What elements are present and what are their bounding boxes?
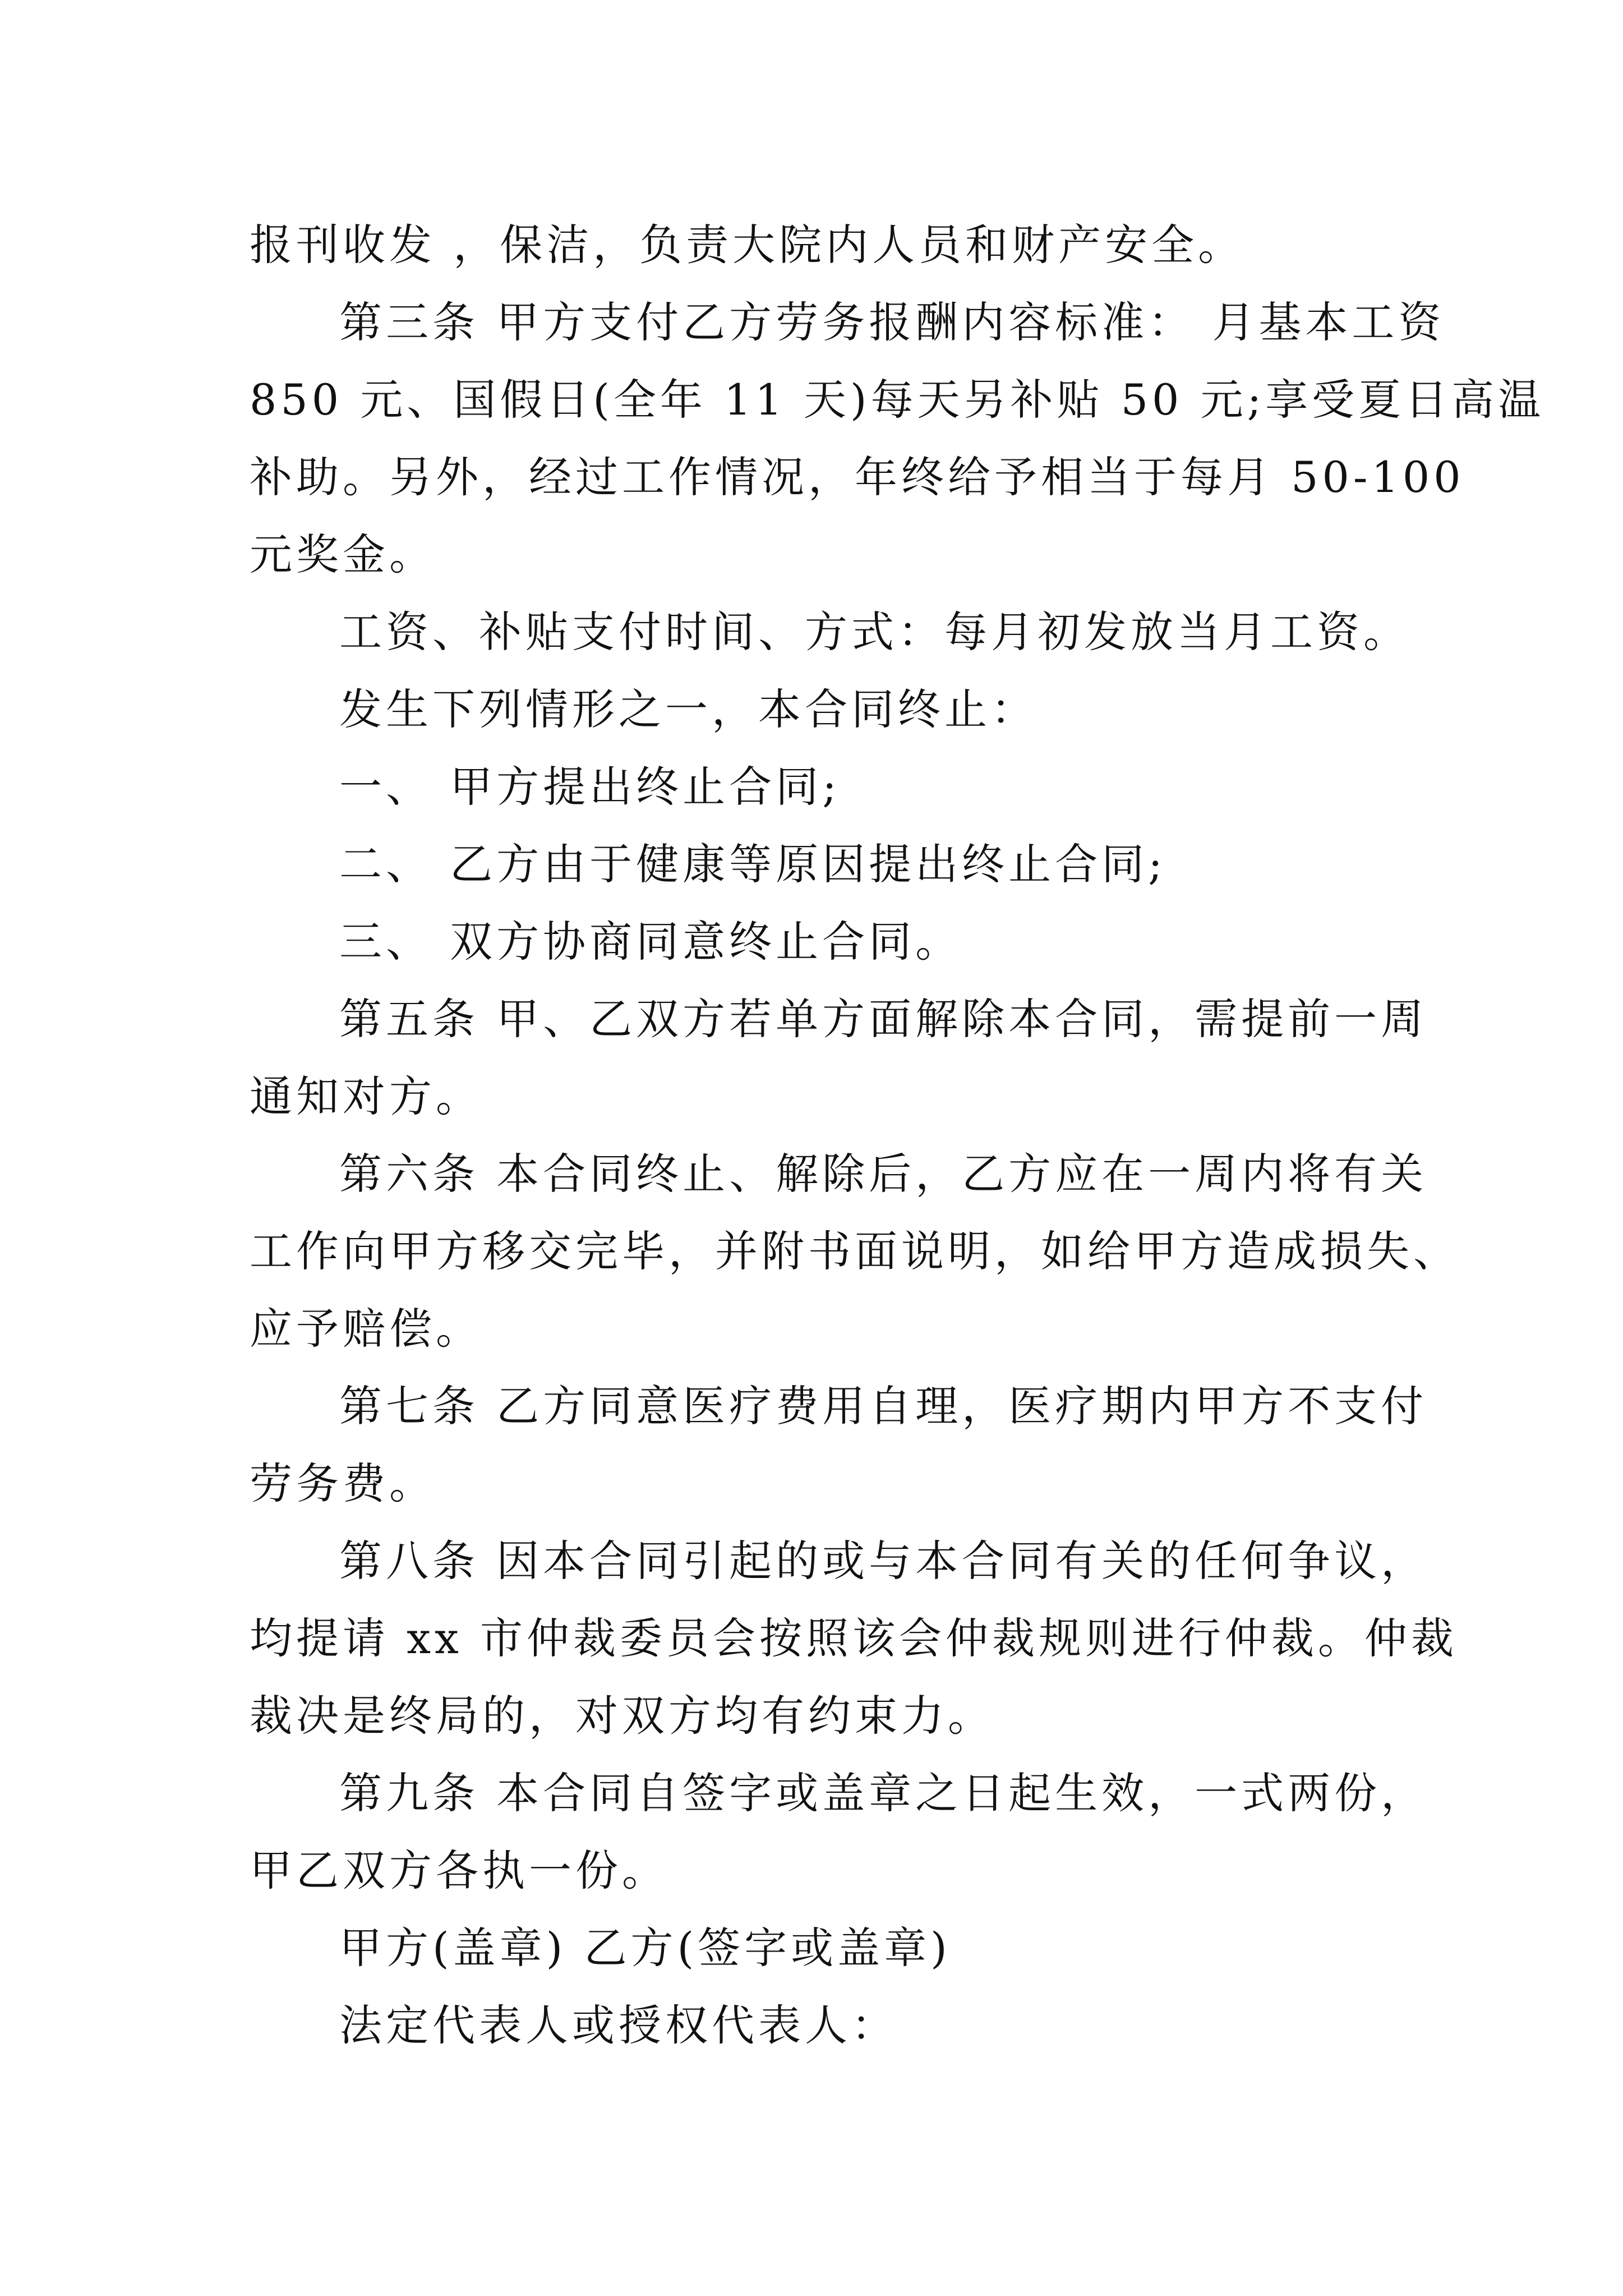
text-line-22: 甲乙双方各执一份。	[250, 1846, 668, 1895]
text-line-21: 第九条 本合同自签字或盖章之日起生效，一式两份，	[339, 1768, 1428, 1818]
text-line-23: 甲方(盖章) 乙方(签字或盖章)	[339, 1923, 951, 1973]
text-line-12: 通知对方。	[250, 1071, 482, 1121]
text-line-3: 850 元、国假日(全年 11 天)每天另补贴 50 元;享受夏日高温	[250, 375, 1545, 425]
text-line-18: 第八条 因本合同引起的或与本合同有关的任何争议，	[339, 1536, 1428, 1586]
text-line-10: 三、 双方协商同意终止合同。	[339, 917, 962, 967]
text-line-20: 裁决是终局的，对双方均有约束力。	[250, 1691, 994, 1741]
text-line-9: 二、 乙方由于健康等原因提出终止合同;	[339, 839, 1166, 889]
text-line-16: 第七条 乙方同意医疗费用自理，医疗期内甲方不支付	[339, 1381, 1428, 1431]
text-line-1: 报刊收发 ，保洁，负责大院内人员和财产安全。	[250, 220, 1245, 270]
text-line-7: 发生下列情形之一，本合同终止：	[339, 684, 1038, 734]
text-line-13: 第六条 本合同终止、解除后，乙方应在一周内将有关	[339, 1149, 1428, 1199]
text-line-14: 工作向甲方移交完毕，并附书面说明，如给甲方造成损失、	[250, 1226, 1460, 1276]
text-line-6: 工资、补贴支付时间、方式：每月初发放当月工资。	[339, 607, 1410, 657]
text-line-19: 均提请 xx 市仲裁委员会按照该会仲裁规则进行仲裁。仲裁	[250, 1613, 1458, 1663]
text-line-15: 应予赔偿。	[250, 1304, 482, 1354]
text-line-4: 补助。另外，经过工作情况，年终给予相当于每月 50-100	[250, 452, 1465, 502]
text-line-2: 第三条 甲方支付乙方劳务报酬内容标准： 月基本工资	[339, 297, 1445, 347]
text-line-8: 一、 甲方提出终止合同;	[339, 762, 841, 812]
text-line-17: 劳务费。	[250, 1458, 436, 1508]
text-line-11: 第五条 甲、乙双方若单方面解除本合同，需提前一周	[339, 994, 1428, 1044]
document-body	[250, 206, 1545, 2064]
text-line-24: 法定代表人或授权代表人：	[339, 2000, 898, 2050]
text-line-5: 元奖金。	[250, 530, 436, 579]
